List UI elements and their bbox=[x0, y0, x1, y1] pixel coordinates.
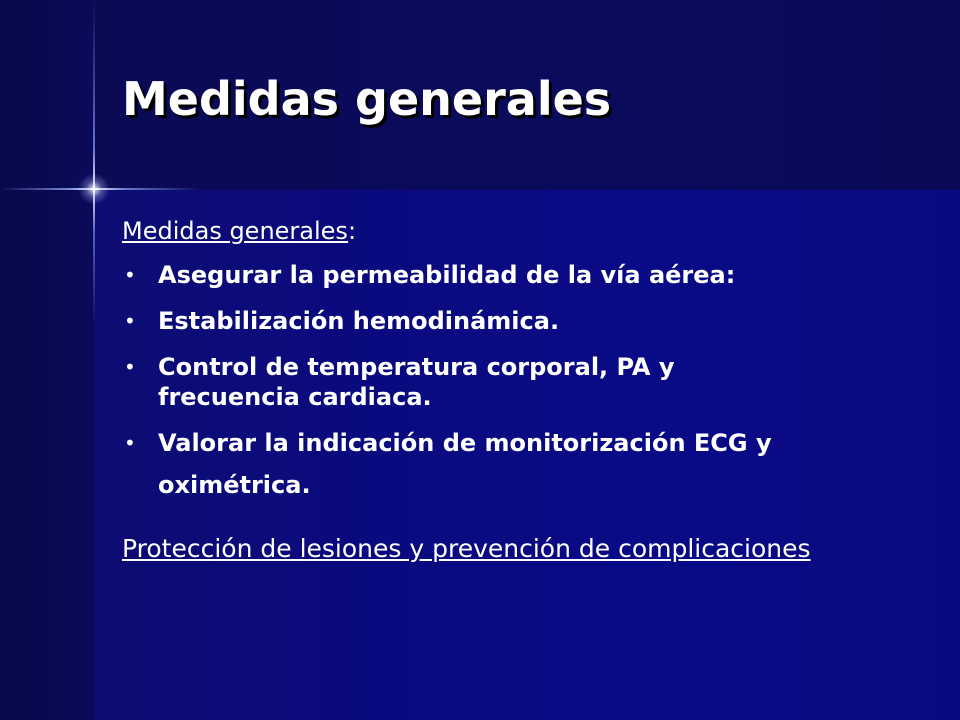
bullet-icon: • bbox=[124, 355, 136, 379]
footer-heading: Protección de lesiones y prevención de complicaciones bbox=[122, 534, 811, 563]
left-decor-strip bbox=[0, 0, 95, 720]
subheading-suffix: : bbox=[347, 217, 357, 245]
bullet-icon: • bbox=[124, 431, 136, 455]
bullet-list bbox=[122, 260, 922, 500]
bullet-text: Asegurar la permeabilidad de la vía aérea: bbox=[158, 261, 736, 289]
sparkle-star-icon bbox=[78, 173, 110, 205]
slide-title: Medidas generales bbox=[122, 72, 612, 126]
subheading-underlined: Medidas generales bbox=[122, 217, 348, 245]
bullet-item bbox=[122, 260, 922, 290]
bullet-icon: • bbox=[124, 309, 136, 333]
bullet-item bbox=[122, 428, 922, 500]
bullet-item bbox=[122, 306, 922, 336]
bullet-text: Estabilización hemodinámica. bbox=[158, 307, 560, 335]
bullet-text: Control de temperatura corporal, PA y frecuencia cardiaca. bbox=[158, 353, 675, 411]
sparkle-vertical-line bbox=[93, 0, 95, 330]
bullet-continuation: oximétrica. bbox=[158, 471, 311, 499]
bullet-icon: • bbox=[124, 263, 136, 287]
bullet-text: Valorar la indicación de monitorización ECG y bbox=[158, 429, 772, 457]
subheading bbox=[122, 216, 922, 246]
slide-body bbox=[122, 216, 922, 564]
bullet-item bbox=[122, 352, 922, 412]
